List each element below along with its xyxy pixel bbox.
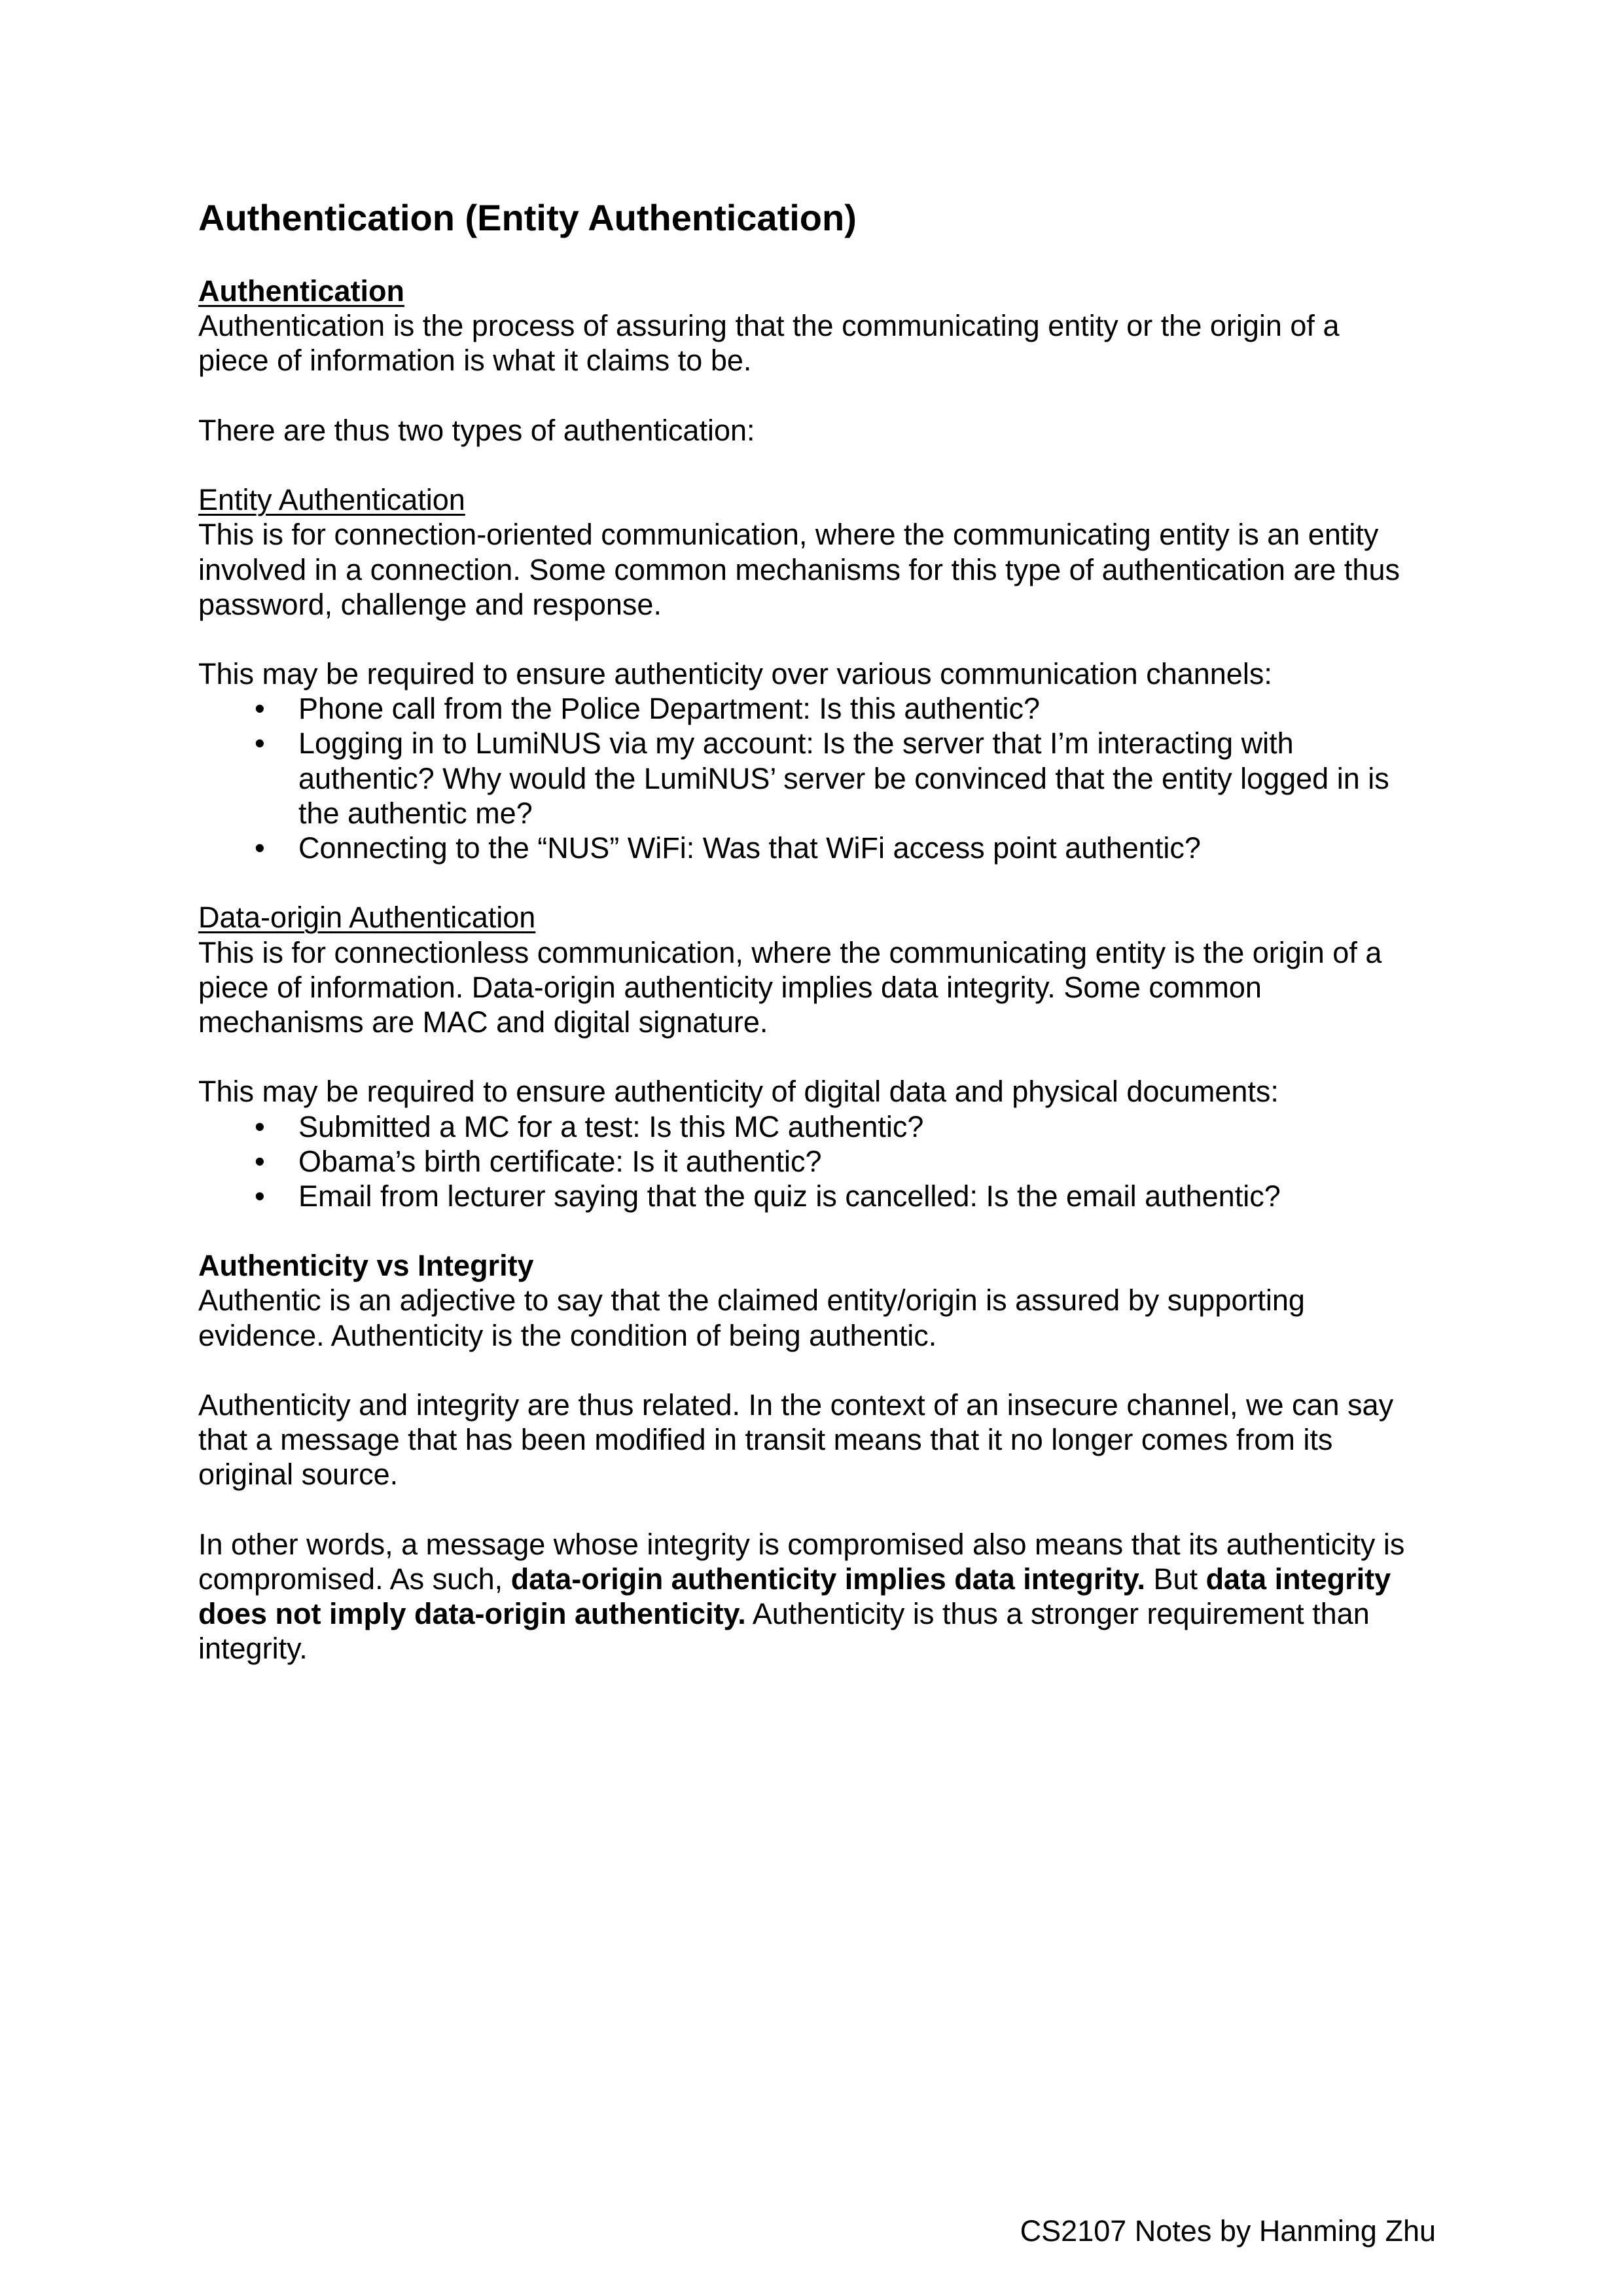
- bullet-text: Submitted a MC for a test: Is this MC authentic?: [298, 1109, 924, 1143]
- text-run: mechanisms are MAC and digital signature.: [198, 1005, 768, 1039]
- bullet-icon: •: [255, 692, 265, 726]
- text-run: piece of information is what it claims to be.: [198, 344, 752, 378]
- page-title: Authentication (Entity Authentication): [198, 197, 857, 238]
- text-run: that a message that has been modified in transit means that it no longer comes from its: [198, 1423, 1333, 1457]
- bullet-list-item: [198, 1144, 1442, 1179]
- text-line: [198, 552, 1442, 587]
- text-line: [198, 1631, 1442, 1666]
- section-heading: [198, 1248, 1442, 1283]
- text-line: [198, 587, 1442, 622]
- document-body: [198, 274, 1442, 1666]
- text-run: In other words, a message whose integrity is compromised also means that its authenticity is: [198, 1527, 1405, 1561]
- text-line: [198, 1283, 1442, 1318]
- text-run: This may be required to ensure authenticity over various communication channels:: [198, 657, 1272, 691]
- bullet-list-item: [198, 691, 1442, 726]
- bullet-line: [198, 1179, 1442, 1213]
- section-heading-text: Data-origin Authentication: [198, 901, 536, 935]
- text-line: [198, 935, 1442, 970]
- text-run: password, challenge and response.: [198, 587, 662, 621]
- text-run: Authenticity is thus a stronger requirement than: [745, 1597, 1370, 1631]
- bullet-line: [198, 1144, 1442, 1179]
- text-line: [198, 517, 1442, 552]
- text-run: There are thus two types of authentication:: [198, 413, 755, 447]
- section-heading: [198, 900, 1442, 935]
- bold-text: does not imply data-origin authenticity.: [198, 1597, 746, 1631]
- bold-text: data integrity: [1205, 1562, 1391, 1596]
- text-run: Authenticity and integrity are thus related. In the context of an insecure channel, we can say: [198, 1388, 1394, 1422]
- blank-line: [198, 1353, 1442, 1388]
- text-run: integrity.: [198, 1632, 308, 1666]
- page-footer: CS2107 Notes by Hanming Zhu: [1020, 2214, 1436, 2248]
- bullet-text: Connecting to the “NUS” WiFi: Was that WiFi access point authentic?: [298, 831, 1201, 865]
- blank-line: [198, 622, 1442, 656]
- text-run: This is for connection-oriented communication, where the communicating entity is an entity: [198, 518, 1379, 552]
- text-line: [198, 413, 1442, 448]
- text-line: [198, 970, 1442, 1005]
- bullet-text: the authentic me?: [298, 796, 533, 830]
- text-line: [198, 1074, 1442, 1109]
- text-run: Authentication is the process of assuring that the communicating entity or the origin of a: [198, 309, 1340, 343]
- blank-line: [198, 448, 1442, 482]
- section-heading: [198, 482, 1442, 517]
- text-run: original source.: [198, 1458, 399, 1492]
- text-line: [198, 1388, 1442, 1422]
- text-line: [198, 343, 1442, 378]
- bullet-list-item: [198, 1109, 1442, 1144]
- blank-line: [198, 1039, 1442, 1074]
- bullet-text: Obama’s birth certificate: Is it authentic?: [298, 1144, 822, 1178]
- blank-line: [198, 865, 1442, 900]
- section-heading: [198, 274, 1442, 308]
- bullet-list-item: [198, 726, 1442, 831]
- bullet-line: [198, 796, 1442, 831]
- text-line: [198, 1318, 1442, 1353]
- text-line: [198, 656, 1442, 691]
- text-line: [198, 1457, 1442, 1492]
- section-heading-text: Authentication: [198, 274, 404, 308]
- text-line: [198, 1527, 1442, 1562]
- bullet-line: [198, 1109, 1442, 1144]
- text-line: [198, 1596, 1442, 1631]
- bullet-icon: •: [255, 1109, 265, 1143]
- blank-line: [198, 378, 1442, 413]
- text-line: [198, 1422, 1442, 1457]
- blank-line: [198, 1213, 1442, 1248]
- text-line: [198, 1005, 1442, 1039]
- bullet-icon: •: [255, 831, 265, 865]
- bullet-text: authentic? Why would the LumiNUS’ server be convinced that the entity logged in is: [298, 761, 1389, 795]
- text-run: evidence. Authenticity is the condition of being authentic.: [198, 1318, 937, 1352]
- text-run: involved in a connection. Some common mechanisms for this type of authentication are thus: [198, 552, 1400, 586]
- bullet-text: Logging in to LumiNUS via my account: Is the server that I’m interacting with: [298, 726, 1294, 761]
- bold-text: data-origin authenticity implies data integrity.: [510, 1562, 1145, 1596]
- text-run: piece of information. Data-origin authenticity implies data integrity. Some common: [198, 970, 1262, 1004]
- bullet-list-item: [198, 831, 1442, 865]
- text-line: [198, 1562, 1442, 1596]
- bullet-icon: •: [255, 1144, 265, 1178]
- text-run: This is for connectionless communication, where the communicating entity is the origin of a: [198, 935, 1382, 969]
- section-heading-text: Authenticity vs Integrity: [198, 1249, 534, 1283]
- bullet-line: [198, 726, 1442, 761]
- text-line: [198, 308, 1442, 343]
- text-run: Authentic is an adjective to say that the claimed entity/origin is assured by supporting: [198, 1283, 1305, 1318]
- text-run: But: [1145, 1562, 1206, 1596]
- bullet-line: [198, 761, 1442, 796]
- bullet-list-item: [198, 1179, 1442, 1213]
- bullet-text: Phone call from the Police Department: Is this authentic?: [298, 692, 1041, 726]
- section-heading-text: Entity Authentication: [198, 483, 465, 517]
- bullet-icon: •: [255, 726, 265, 761]
- bullet-line: [198, 831, 1442, 865]
- blank-line: [198, 1492, 1442, 1527]
- bullet-icon: •: [255, 1179, 265, 1213]
- bullet-text: Email from lecturer saying that the quiz is cancelled: Is the email authentic?: [298, 1179, 1281, 1213]
- bullet-line: [198, 691, 1442, 726]
- text-run: compromised. As such,: [198, 1562, 511, 1596]
- text-run: This may be required to ensure authenticity of digital data and physical documents:: [198, 1075, 1279, 1109]
